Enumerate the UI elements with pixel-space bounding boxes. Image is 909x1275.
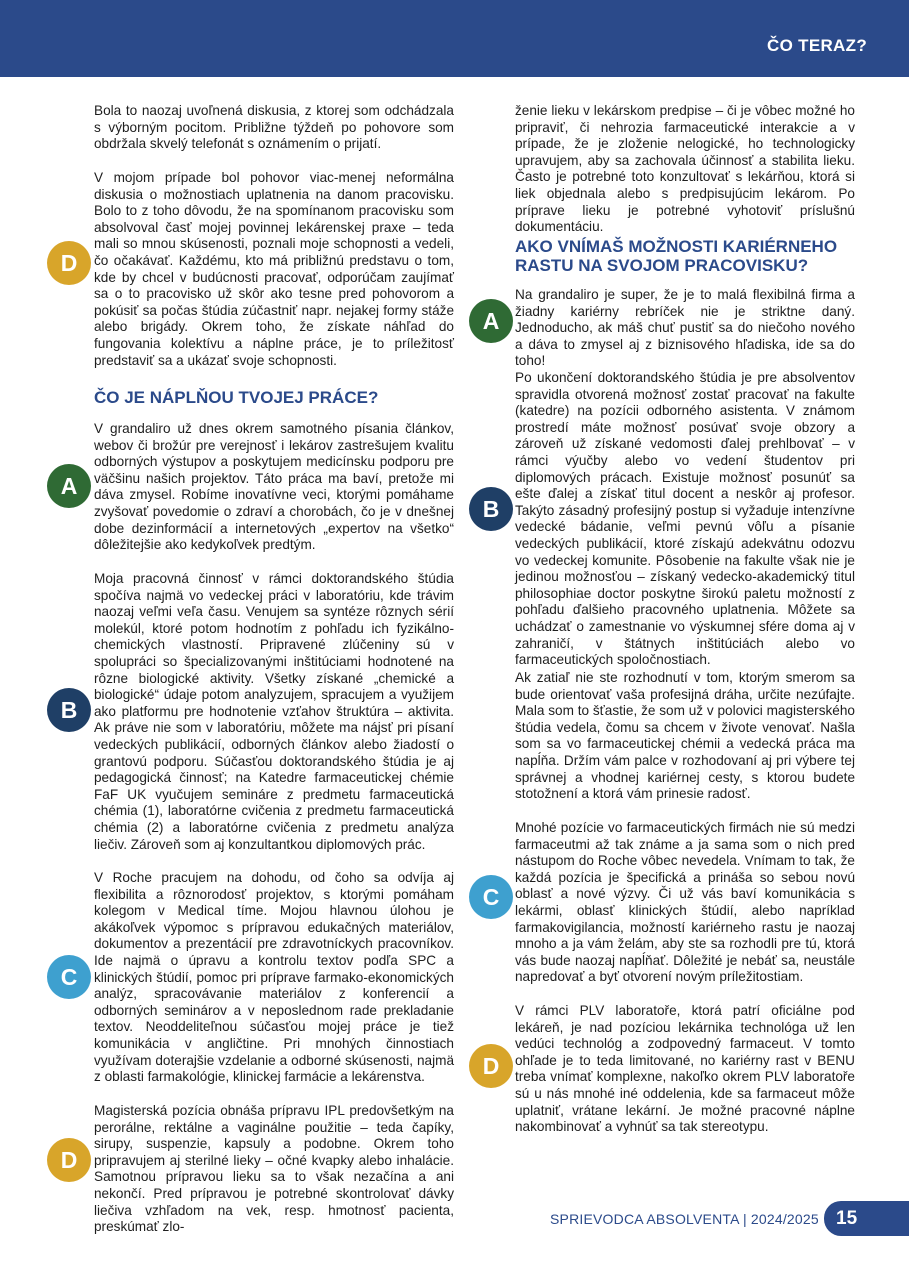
left-p1 bbox=[94, 103, 454, 153]
paragraph: Bola to naozaj uvoľnená diskusia, z ktorej som odchádzala s výborným pocitom. Približne týždeň po pohovore som obdržala skvelý telefonát s oznámením o prijatí. bbox=[94, 103, 454, 152]
left-p2 bbox=[94, 170, 454, 369]
right-p5 bbox=[515, 820, 855, 986]
paragraph: Ak zatiaľ nie ste rozhodnutí v tom, ktorým smerom sa bude orientovať vaša profesijná dráha, určite nezúfajte. Mala som to šťastie, že som už v polovici magisterského štúdia vedela, čomu sa chcem v živote venovať. Našla som sa vo farmaceutickej chémii a vedecká práca ma napĺňa. Držím vám palce v rozhodovaní aj pri výbere tej správnej a vhodnej kariérnej cesty, s ktorou budete stotožnení a ktorá vám prinesie radosť. bbox=[515, 670, 855, 802]
left-heading bbox=[94, 388, 454, 407]
paragraph: Na grandaliro je super, že je to malá flexibilná firma a žiadny kariérny rebríček nie je striktne daný. Jednoducho, ak máš chuť pustiť sa do niečoho nového a dáva to zmysel aj z biznisového hľadiska, ide sa do toho! bbox=[515, 287, 855, 369]
page-number: 15 bbox=[824, 1201, 909, 1236]
left-p4 bbox=[94, 571, 454, 853]
footer-publication: SPRIEVODCA ABSOLVENTA | 2024/2025 bbox=[550, 1211, 819, 1227]
paragraph: Moja pracovná činnosť v rámci doktorandského štúdia spočíva najmä vo vedeckej práci v laboratóriu, kde trávim naozaj veľmi veľa času. Venujem sa syntéze rôznych sérií molekúl, ktoré potom hodnotím z pohľadu ich fyzikálno-chemických vlastností. Pripravené zlúčeniny sú v spolupráci so špecializovanými inštitúciami hodnotené na rôzne biologické aktivity. Všetky získané „chemické a biologické“ údaje potom analyzujem, spracujem a využijem ako platformu pre hodnotenie vzťahov štruktúra – aktivita. Ak práve nie som v laboratóriu, môžete ma nájsť pri písaní vedeckých publikácií, odborných článkov alebo žiadostí o grantovú podporu. Súčasťou doktorandského štúdia je aj pedagogická činnosť; na Katedre farmaceutickej chémie FaF UK vyučujem semináre z predmetu farmaceutická chémia (1), laboratórne cvičenia z predmetu farmaceutická chémia (2) a laboratórne cvičenia z predmetu analýza liečiv. Zároveň som aj konzultantkou diplomových prác. bbox=[94, 571, 454, 852]
badge-a: A bbox=[47, 464, 91, 508]
badge-b: B bbox=[469, 487, 513, 531]
paragraph: ženie lieku v lekárskom predpise – či je vôbec možné ho pripraviť, či nehrozia farmaceutické interakcie a v prípade, že je zloženie nelogické, ho technologicky upravujem, aby sa zachovala účinnosť a stabilita lieku. Často je potrebné toto konzultovať s lekárňou, ktorá si liek objednala alebo s predpisujúcim lekárom. Po príprave lieku je potrebné vyhotoviť príslušnú dokumentáciu. bbox=[515, 103, 855, 235]
badge-c: C bbox=[47, 955, 91, 999]
header-bar bbox=[0, 0, 909, 77]
paragraph: V Roche pracujem na dohodu, od čoho sa odvíja aj flexibilita a rôznorodosť projektov, s ktorými pomáham kolegom v Medical tíme. Mojou hlavnou úlohou je akákoľvek výpomoc s prípravou edukačných materiálov, dokumentov a prezentácií pre zdravotníckych pracovníkov. Ide najmä o úpravu a kontrolu textov podľa SPC a klinických štúdií, pomoc pri príprave farmako-ekonomických analýz, spracovávanie materiálov z konferencií a odborných seminárov a v neposlednom rade prekladanie textov. Neoddeliteľnou súčasťou mojej práce je tiež komunikácia v angličtine. Pri mnohých činnostiach využívam doterajšie vzdelanie a odborné skúsenosti, najmä z oblasti farmakológie, klinickej farmácie a lekárenstva. bbox=[94, 870, 454, 1085]
question-heading: AKO VNÍMAŠ MOŽNOSTI KARIÉRNEHO RASTU NA SVOJOM PRACOVISKU? bbox=[515, 237, 838, 275]
paragraph: Po ukončení doktorandského štúdia je pre absolventov spravidla otvorená možnosť zostať pracovať na fakulte (katedre) na pozícii odborného asistenta. V známom prostredí máte možnosť posúvať svoje obzory a zároveň už získané vedomosti ďalej prehlbovať – v rámci výučby alebo vo vedení študentov pri diplomových prácach. Existuje možnosť posunúť sa ešte ďalej a získať titul docent a neskôr aj profesor. Takýto zásadný profesijný postup si vyžaduje intenzívne vedecké bádanie, veľmi pevnú vôľu a písanie vedeckých publikácií, ktoré získajú adekvátnu odozvu vo vedeckej komunite. Pôsobenie na fakulte však nie je jedinou možnosťou – získaný vedecko-akademický titul philosophiae doctor poskytne širokú paletu možností z pohľadu ďalšieho pracovného uplatnenia. Môžete sa uchádzať o zamestnanie vo výskumnej sfére doma aj v zahraničí, v štátnych inštitúciách alebo vo farmaceutických spoločnostiach. bbox=[515, 370, 855, 668]
right-p1 bbox=[515, 103, 855, 236]
badge-d: D bbox=[469, 1044, 513, 1088]
left-p3 bbox=[94, 421, 454, 554]
badge-a: A bbox=[469, 299, 513, 343]
paragraph: V mojom prípade bol pohovor viac-menej neformálna diskusia o možnostiach uplatnenia na danom pracovisku. Bolo to z toho dôvodu, že na spomínanom pracovisku som absolvoval časť mojej povinnej lekárenskej praxe – teda mali so mnou skúsenosti, poznali moje schopnosti a vedeli, čo očakávať. Každému, kto má približnú predstavu o tom, kde by chcel v budúcnosti pracovať, odporúčam zaujímať sa o to pracovisko už skôr ako tesne pred pohovorom a pokúsiť sa počas štúdia zúčastniť napr. nejakej formy stáže alebo brigády. Okrem toho, že získate náhľad do fungovania kolektívu a náplne práce, je to príležitosť predstaviť sa a ukázať svoje schopnosti. bbox=[94, 170, 454, 368]
right-p6 bbox=[515, 1003, 855, 1136]
right-heading bbox=[515, 237, 855, 275]
right-p2 bbox=[515, 287, 855, 370]
paragraph: Mnohé pozície vo farmaceutických firmách nie sú medzi farmaceutmi až tak známe a ja sama som o nich pred nástupom do Roche vôbec nevedela. Vnímam to tak, že každá pozícia je špecifická a prináša so sebou novú oblasť a nové výzvy. Či už vás baví komunikácia s lekármi, oblasť klinických štúdií, alebo napríklad farmakovigilancia, možností kariérneho rastu je naozaj mnoho a ja vám želám, aby ste sa rozhodli pre tú, ktorá vás bude naozaj napĺňať. Dôležité je nebáť sa, neustále napredovať a byť otvorení novým príležitostiam. bbox=[515, 820, 855, 985]
badge-c: C bbox=[469, 875, 513, 919]
paragraph: V rámci PLV laboratoře, ktorá patrí oficiálne pod lekáreň, je nad pozíciou lekárnika technológa už len vedúci technológ a zodpovedný farmaceut. V tomto ohľade je to teda limitované, no kariérny rast v BENU treba vnímať komplexne, nakoľko okrem PLV laboratoře sú u nás mnohé iné oddelenia, kde sa farmaceut môže uplatniť, vrátane lekární. Je možné pracovné náplne nakombinovať a vyhnúť sa tak stereotypu. bbox=[515, 1003, 855, 1135]
badge-d: D bbox=[47, 241, 91, 285]
right-p3 bbox=[515, 370, 855, 669]
left-p5 bbox=[94, 870, 454, 1086]
right-p4 bbox=[515, 670, 855, 803]
paragraph: V grandaliro už dnes okrem samotného písania článkov, webov či brožúr pre verejnosť i lekárov zastrešujem kvalitu odborných výstupov a poskytujem medicínsku podporu pre väčšinu našich projektov. Táto práca ma baví, pretože mi dáva zmysel. Robíme inovatívne veci, ktorými pomáhame zvyšovať povedomie o zdraví a chorobách, čo je v dnešnej dobe dezinformácií a internetových „expertov na všetko“ dôležitejšie ako kedykoľvek predtým. bbox=[94, 421, 454, 553]
left-p6 bbox=[94, 1103, 454, 1236]
question-heading: ČO JE NÁPLŇOU TVOJEJ PRÁCE? bbox=[94, 388, 379, 407]
section-title: ČO TERAZ? bbox=[767, 36, 867, 55]
paragraph: Magisterská pozícia obnáša prípravu IPL predovšetkým na perorálne, rektálne a vaginálne použitie – teda čapíky, sirupy, suspenzie, kapsuly a podobne. Okrem toho pripravujem aj sterilné lieky – očné kvapky alebo inhalácie. Samotnou prípravou lieku sa to však nezačína a ani nekončí. Pred prípravou je potrebné skontrolovať dávky liečiva vzhľadom na vek, resp. hmotnosť pacienta, preskúmať zlo- bbox=[94, 1103, 454, 1235]
badge-d: D bbox=[47, 1138, 91, 1182]
badge-b: B bbox=[47, 688, 91, 732]
